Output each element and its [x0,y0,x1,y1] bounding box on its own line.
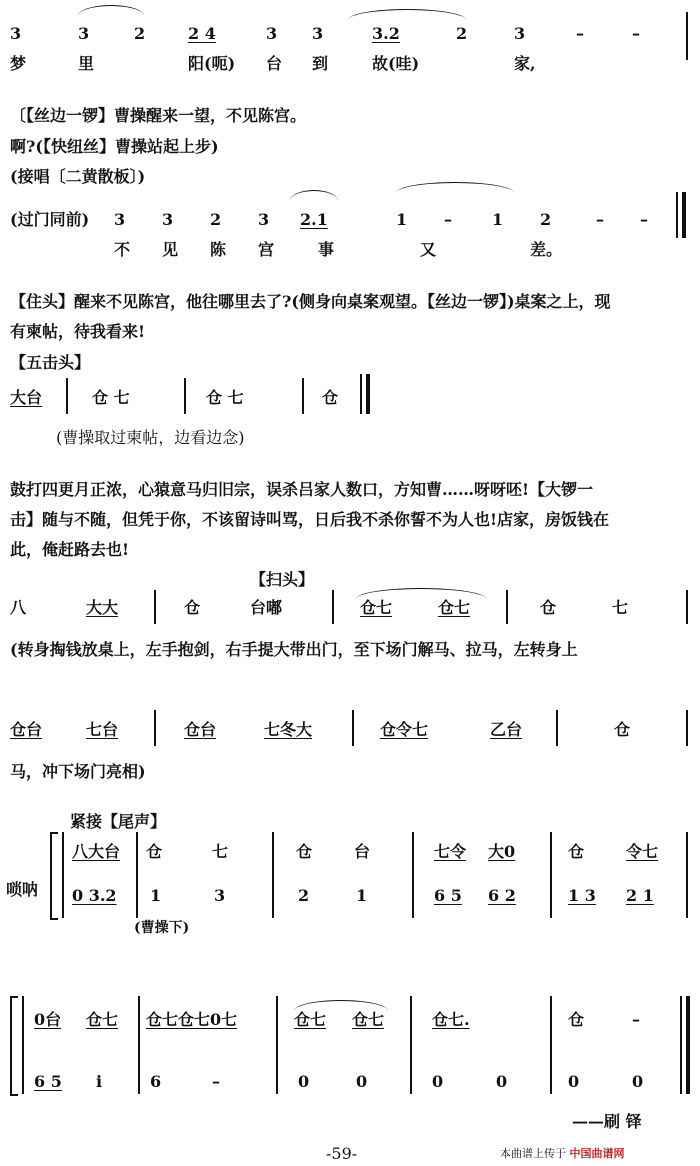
percussion-cell: 仓 [614,720,631,739]
upload-note [500,1144,625,1164]
lyric: 事 [318,240,335,259]
percussion-cell: 仓 [568,842,585,861]
barline [138,996,140,1094]
lyric: 见 [162,240,179,259]
note: 3.2 [372,24,400,43]
suona-note: 0 3.2 [72,886,117,905]
lyric: 故(哇) [372,54,420,73]
slur [396,182,514,193]
percussion-cell: 仓台 [184,720,217,739]
percussion-cell: 仓 七 [206,388,244,407]
stage-direction: 〔【丝边一锣】曹操醒来一望，不见陈宫。 [10,106,307,125]
percussion-cell: 仓 [296,842,313,861]
barline [686,710,688,746]
percussion-cell: 仓 [568,1010,585,1029]
note: 1 [396,210,408,229]
slur [290,190,338,201]
barline [276,996,278,1094]
barline [686,12,688,60]
speech-line: 有柬帖，待我看来! [10,322,146,341]
note: 3 [258,210,270,229]
lyric: 家, [514,54,536,73]
page-number: -59- [326,1144,358,1163]
barline [506,590,508,624]
instrument-label: 唢呐 [6,880,39,899]
system-line [62,832,64,918]
note: 2 4 [188,24,216,43]
percussion-cell: 大大 [86,598,119,617]
barline [136,832,138,918]
percussion-cell: 仓七 [294,1010,327,1029]
barline [302,378,304,414]
suona-note: 1 3 [568,886,596,905]
slur [78,5,144,16]
note: 3 [266,24,278,43]
lyric: 里 [78,54,95,73]
suona-note: 6 2 [488,886,516,905]
barline [184,378,186,414]
barline [412,832,414,918]
final-barline [686,996,690,1094]
note: 3 [514,24,526,43]
percussion-cell: 令七 [626,842,659,861]
stage-direction: (转身掏钱放桌上，左手抱剑，右手提大带出门，至下场门解马、拉马，左转身上 [10,640,578,659]
barline [550,996,552,1094]
percussion-cell: 乙台 [490,720,523,739]
note: 3 [312,24,324,43]
suona-note: i [96,1072,103,1091]
percussion-cell: 台 [354,842,371,861]
percussion-cell: 仓 [184,598,201,617]
barline [676,192,678,238]
lyric: 宫 [258,240,275,259]
percussion-cell: 大台 [10,388,43,407]
percussion-cell: 大0 [488,842,516,861]
percussion-cell: 仓 [322,388,339,407]
suona-note: 2 1 [626,886,654,905]
note: – [640,210,648,229]
percussion-cell: 仓七 [352,1010,385,1029]
suona-note: 6 [150,1072,162,1091]
suona-note: 0 [632,1072,644,1091]
speech-line: 【住头】醒来不见陈宫，他往哪里去了?(侧身向桌案观望。【丝边一锣】)桌案之上，现 [10,292,611,311]
barline [66,378,68,414]
slur [348,9,466,20]
system-line [22,996,24,1094]
lyric: 梦 [10,54,27,73]
lyric: 又 [420,240,437,259]
lyric: 差。 [530,240,563,259]
prelude-label: (过门同前) [10,210,90,229]
section-title: 【五击头】 [10,353,91,372]
note: – [596,210,604,229]
suona-note: 3 [214,886,226,905]
lyric: 阳(呃) [188,54,236,73]
percussion-cell: 七台 [86,720,119,739]
barline [686,832,688,918]
note: 2 [134,24,146,43]
note: – [576,24,584,43]
note: 3 [162,210,174,229]
system-bracket [50,832,58,920]
suona-note: 0 [496,1072,508,1091]
note: 3 [78,24,90,43]
barline [352,710,354,746]
lyric: 陈 [210,240,227,259]
barline [556,710,558,746]
suona-note: 1 [150,886,162,905]
percussion-cell: 八 [10,598,27,617]
note: 2.1 [300,210,328,229]
percussion-cell: 七 [612,598,629,617]
percussion-cell: 仓令七 [380,720,429,739]
barline [272,832,274,918]
lyric: 不 [114,240,131,259]
percussion-cell: 七 [212,842,229,861]
barline [154,590,156,624]
suona-note: 0 [568,1072,580,1091]
note: 3 [10,24,22,43]
suona-note: 0 [356,1072,368,1091]
final-barline [366,374,370,414]
suona-note: 6 5 [34,1072,62,1091]
note: – [444,210,452,229]
note: 2 [540,210,552,229]
percussion-cell: 仓七 [86,1010,119,1029]
suona-note: 0 [298,1072,310,1091]
stage-direction: 马，冲下场门亮相) [10,762,146,781]
speech-line: 鼓打四更月正浓，心猿意马归旧宗，误杀吕家人数口，方知曹……呀呀呸!【大锣一 [10,480,594,499]
barline [680,996,682,1094]
section-title: 紧接【尾声】 [70,812,167,831]
percussion-cell: 仓七 [438,598,471,617]
percussion-cell: – [632,1010,640,1029]
percussion-cell: 0台 [34,1010,62,1029]
lyric: 到 [312,54,329,73]
suona-note: – [212,1072,220,1091]
suona-note: 1 [356,886,368,905]
percussion-cell: 八大台 [72,842,121,861]
signature: ——刷 铎 [572,1112,642,1131]
speech-line: 击】随与不随，但凭于你，不该留诗叫骂，日后我不杀你誓不为人也!店家，房饭钱在 [10,510,610,529]
note: 3 [114,210,126,229]
upload-text: 本曲谱上传于 [500,1147,566,1160]
stage-direction: (曹操下) [134,920,190,936]
final-barline [682,192,686,238]
note: – [632,24,640,43]
suona-note: 0 [432,1072,444,1091]
barline [550,832,552,918]
section-title: 【扫头】 [250,570,315,589]
percussion-cell: 台嘟 [250,598,283,617]
barline [332,590,334,624]
note: 1 [492,210,504,229]
percussion-cell: 仓 [540,598,557,617]
percussion-cell: 仓 七 [92,388,130,407]
suona-note: 2 [298,886,310,905]
stage-direction: (曹操取过柬帖，边看边念) [56,428,245,447]
barline [686,590,688,624]
note: 2 [210,210,222,229]
barline [154,710,156,746]
speech-line: 此，俺赶路去也! [10,540,130,559]
stage-direction: (接唱〔二黄散板〕) [10,167,146,186]
percussion-cell: 七令 [434,842,467,861]
suona-note: 6 5 [434,886,462,905]
site-logo[interactable]: 中国曲谱网 [569,1147,625,1160]
percussion-cell: 仓 [146,842,163,861]
lyric: 台 [266,54,283,73]
percussion-cell: 仓七 [360,598,393,617]
percussion-cell: 仓七仓七0七 [146,1010,238,1029]
percussion-cell: 七冬大 [264,720,313,739]
percussion-cell: 仓七. [432,1010,470,1029]
system-bracket [10,996,18,1096]
note: 2 [456,24,468,43]
percussion-cell: 仓台 [10,720,43,739]
stage-direction: 啊?(【快纽丝】曹操站起上步) [10,137,219,156]
barline [360,374,362,414]
barline [410,996,412,1094]
